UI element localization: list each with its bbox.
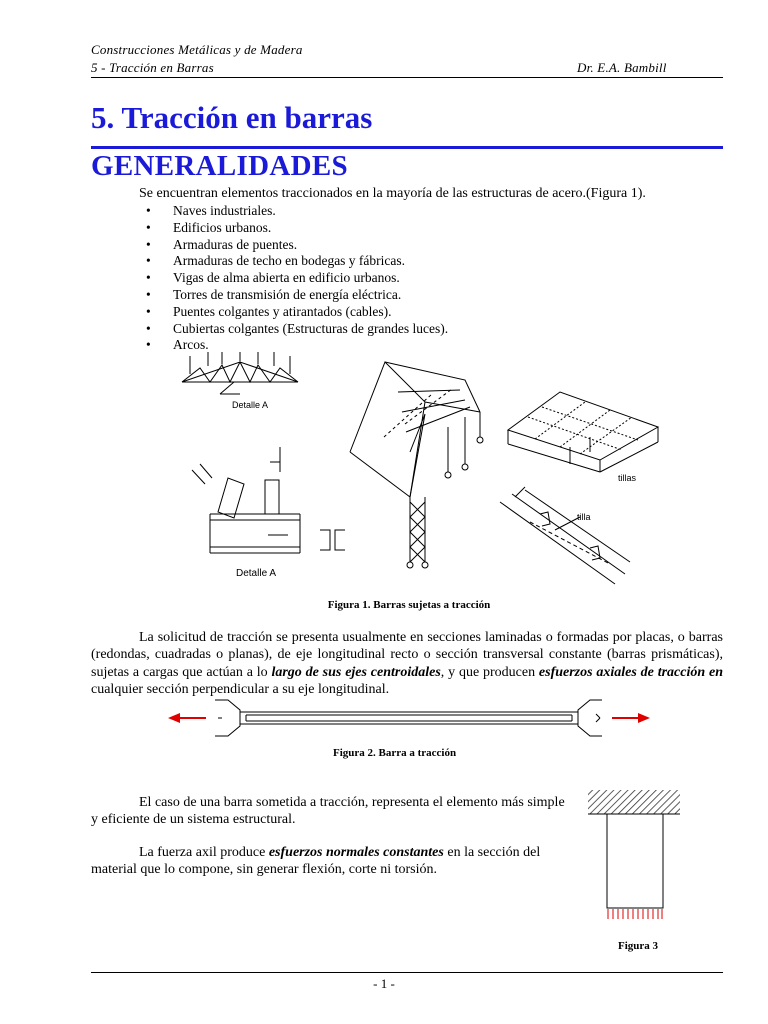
list-item: • Vigas de alma abierta en edificio urbanos.: [146, 270, 448, 287]
footer-rule: [91, 972, 723, 973]
detalle-a-top-label: Detalle A: [232, 400, 269, 410]
list-item: • Armaduras de techo en bodegas y fábricas.: [146, 253, 448, 270]
section-heading: GENERALIDADES: [91, 150, 348, 182]
industrial-frame-drawing: [350, 362, 483, 568]
list-item: • Naves industriales.: [146, 203, 448, 220]
header-section: 5 - Tracción en Barras: [91, 60, 214, 75]
paragraph-2-text: El caso de una barra sometida a tracción, representa el elemento más simple y eficiente de un sistema estructural.: [91, 795, 565, 828]
paragraph-2: [91, 794, 571, 829]
bar-element: [607, 814, 663, 908]
paragraph-1: [91, 629, 723, 698]
list-item: • Armaduras de puentes.: [146, 237, 448, 254]
header-rule: [91, 77, 723, 78]
paragraph-1-text-a: La solicitud de tracción se presenta usualmente en secciones laminadas o formadas por placas, o barras (redondas, cuadradas o planas), de eje longitudinal recto o sección transversal constante (barras prismáticas), sujetas a cargas que actúan a lo: [91, 630, 723, 680]
right-tension-arrow: [612, 713, 650, 723]
title-rule: [91, 146, 723, 149]
paragraph-3-text-a: La fuerza axil produce: [139, 845, 269, 860]
paragraph-1-emphasis-2: esfuerzos axiales de tracción en: [538, 664, 723, 680]
page-title: 5. Tracción en barras: [91, 100, 373, 135]
figure2-caption: Figura 2. Barra a tracción: [333, 747, 457, 759]
paragraph-3: [91, 844, 571, 879]
roof-grid-drawing: [508, 392, 658, 472]
paragraph-3-emphasis: esfuerzos normales constantes: [268, 845, 444, 860]
list-item: • Puentes colgantes y atirantados (cables).: [146, 304, 448, 321]
paragraph-1-text-c: cualquier sección perpendicular a su eje longitudinal.: [91, 681, 390, 697]
list-item: • Arcos.: [146, 337, 448, 354]
detalle-a-bottom-label: Detalle A: [236, 568, 277, 579]
figure1-caption: Figura 1. Barras sujetas a tracción: [327, 599, 491, 611]
header-course: Construcciones Metálicas y de Madera: [91, 42, 303, 57]
tilla-label: tilla: [577, 512, 591, 522]
left-tension-arrow: [168, 713, 206, 723]
figure3-caption: Figura 3: [618, 940, 659, 952]
paragraph-1-text-b: , y que producen: [440, 664, 539, 680]
intro-text: Se encuentran elementos traccionados en la mayoría de las estructuras de acero.(Figura 1).: [139, 186, 646, 201]
page-number: - 1 -: [373, 976, 395, 991]
list-item: • Cubiertas colgantes (Estructuras de grandes luces).: [146, 321, 448, 338]
figure3-illustration: [585, 790, 685, 930]
figure1-illustration: [170, 352, 670, 590]
list-item: • Edificios urbanos.: [146, 220, 448, 237]
tillas-label: tillas: [618, 473, 637, 483]
header-author: Dr. E.A. Bambill: [577, 60, 667, 75]
fixed-support: [588, 790, 680, 814]
list-item: • Torres de transmisión de energía eléctrica.: [146, 287, 448, 304]
distributed-load-arrows: [608, 909, 662, 919]
figure2-illustration: [160, 696, 660, 740]
paragraph-3-text-b: en la sección del material que lo compone, sin generar flexión, corte ni torsión.: [91, 845, 541, 878]
paragraph-1-emphasis-1: largo de sus ejes centroidales: [271, 664, 441, 680]
roof-truss-drawing: [182, 352, 298, 394]
purlin-drawing: [500, 487, 630, 584]
connection-detail-drawing: [192, 447, 345, 553]
bullet-list: [146, 203, 448, 354]
